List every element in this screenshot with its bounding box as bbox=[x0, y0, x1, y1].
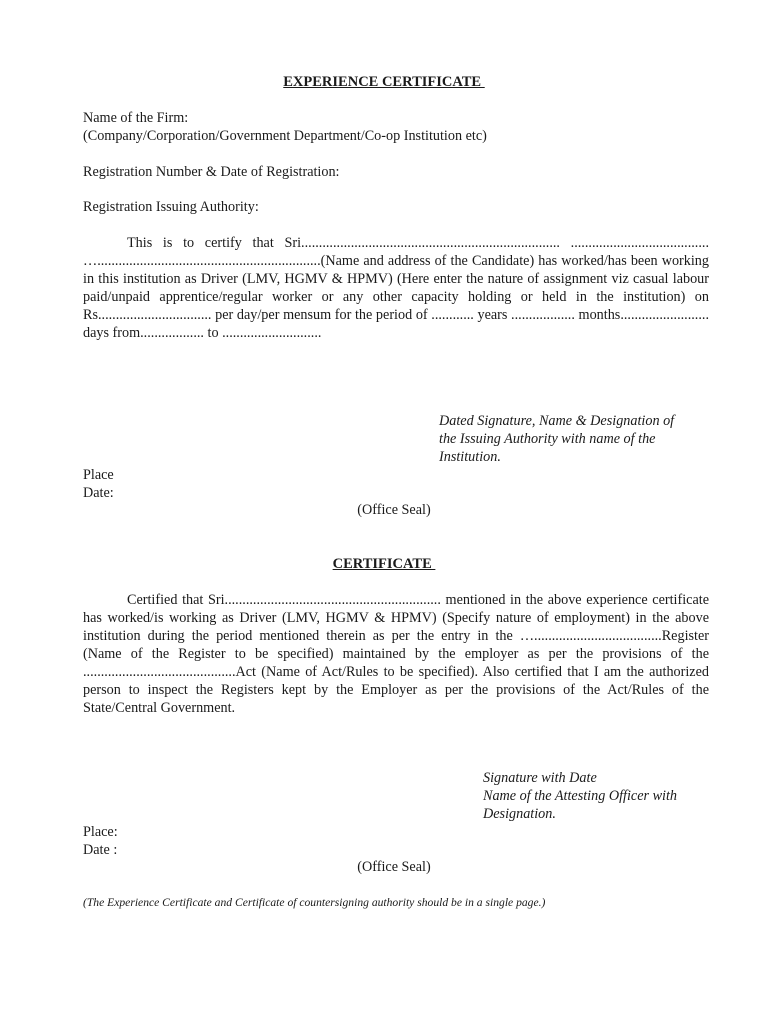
date-label: Date : bbox=[83, 842, 118, 858]
issuing-signature-block bbox=[439, 412, 674, 466]
signature-line: the Issuing Authority with name of the bbox=[439, 431, 656, 447]
office-seal-label: (Office Seal) bbox=[357, 502, 431, 518]
place-label: Place: bbox=[83, 824, 118, 840]
experience-body-paragraph bbox=[83, 234, 709, 342]
signature-line: Dated Signature, Name & Designation of bbox=[439, 413, 675, 429]
signature-line: Designation. bbox=[483, 806, 556, 822]
signature-line: Name of the Attesting Officer with bbox=[483, 788, 678, 804]
office-seal-label: (Office Seal) bbox=[357, 859, 431, 875]
signature-line: Signature with Date bbox=[483, 770, 597, 786]
registration-number-label: Registration Number & Date of Registration: bbox=[83, 164, 340, 180]
signature-line: Institution. bbox=[439, 449, 501, 465]
firm-name-label: Name of the Firm: bbox=[83, 110, 189, 126]
issuing-authority-label: Registration Issuing Authority: bbox=[83, 199, 259, 215]
experience-certificate-title: EXPERIENCE CERTIFICATE bbox=[283, 74, 485, 90]
certificate-body-text: Certified that Sri............................................................. mentioned in the above experience certificate has worked/is working as Driver (LMV, HGMV & HPMV) (Specify nature of employment) in the above institution during the period mentioned therein as per the entry in the …....................................Register (Name of the Register to be specified) maintained by the employer as per the provisions of the ...........................................Act (Name of Act/Rules to be specified). Also certified that I am the authorized person to inspect the Registers kept by the Employer as per the provisions of the Act/Rules of the State/Central Government. bbox=[83, 592, 709, 716]
certificate-title: CERTIFICATE bbox=[332, 556, 436, 572]
attesting-signature-block bbox=[483, 769, 677, 823]
date-label: Date: bbox=[83, 485, 114, 501]
certificate-body-paragraph bbox=[83, 591, 709, 717]
firm-type-note: (Company/Corporation/Government Department/Co-op Institution etc) bbox=[83, 128, 487, 144]
place-label: Place bbox=[83, 467, 114, 483]
experience-body-text: This is to certify that Sri......................................................................... ....................................... …...............................................................(Name and address of the Candidate) has worked/has been working in this institution as Driver (LMV, HGMV & HPMV) (Here enter the nature of assignment viz casual labour paid/unpaid apprentice/regular worker or any other capacity holding or held in the institution) on Rs................................ per day/per mensum for the period of ............ years .................. months......................... days from.................. to ............................ bbox=[83, 235, 709, 341]
footnote: (The Experience Certificate and Certificate of countersigning authority should be in a single page.) bbox=[83, 896, 546, 909]
